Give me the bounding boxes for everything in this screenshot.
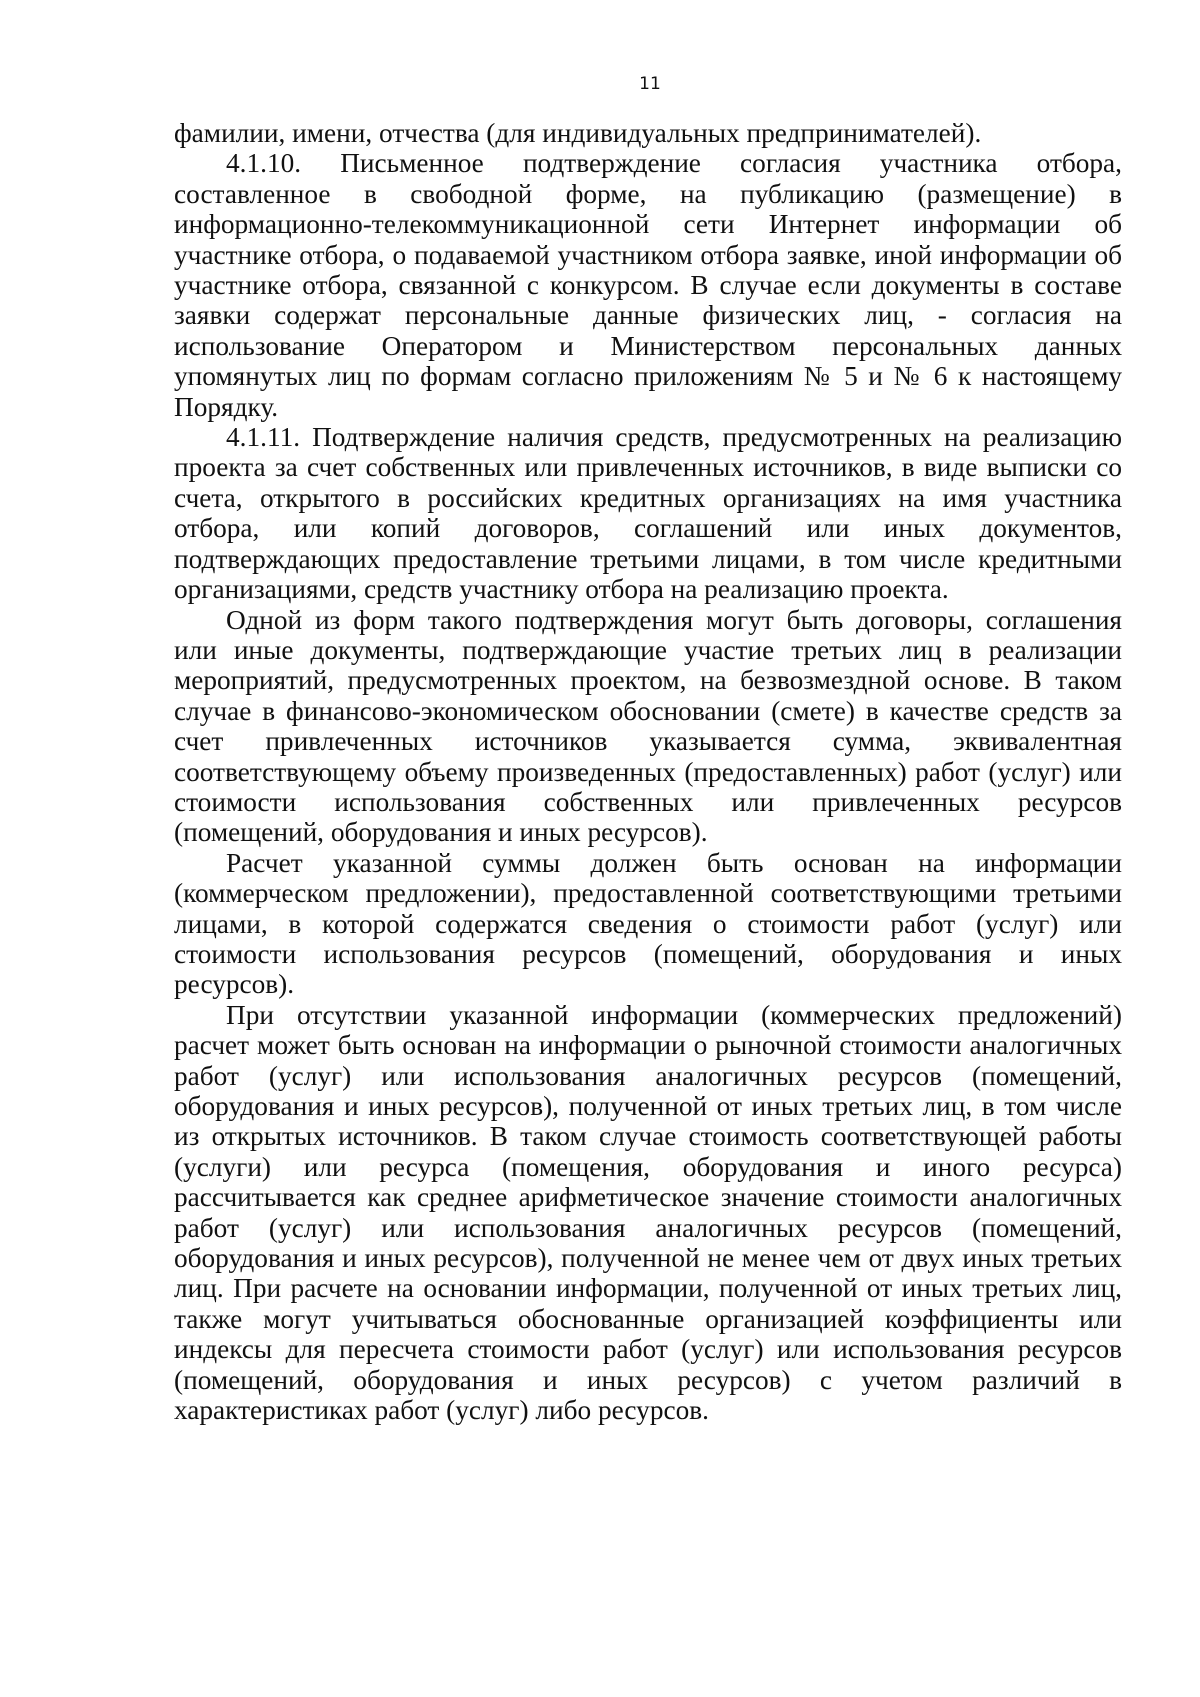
- paragraph-market-price-calculation: При отсутствии указанной информации (коммерческих предложений) расчет может быть основан на информации о рыночной стоимости аналогичных работ (услуг) или использования аналогичных ресурсов (помещений, оборудования и иных ресурсов), полученной от иных третьих лиц, в том числе из открытых источников. В таком случае стоимость соответствующей работы (услуги) или ресурса (помещения, оборудования и иного ресурса) рассчитывается как среднее арифметическое значение стоимости аналогичных работ (услуг) или использования аналогичных ресурсов (помещений, оборудования и иных ресурсов), полученной не менее чем от двух иных третьих лиц. При расчете на основании информации, полученной от иных третьих лиц, также могут учитываться обоснованные организацией коэффициенты или индексы для пересчета стоимости работ (услуг) или использования ресурсов (помещений, оборудования и иных ресурсов) с учетом различий в характеристиках работ (услуг) либо ресурсов.: [174, 999, 1122, 1426]
- paragraph-calculation-basis: Расчет указанной суммы должен быть основан на информации (коммерческом предложении), предоставленной соответствующими третьими лицами, в которой содержатся сведения о стоимости работ (услуг) или стоимости использования ресурсов (помещений, оборудования и иных ресурсов).: [174, 847, 1122, 1000]
- paragraph-continuation: фамилии, имени, отчества (для индивидуальных предпринимателей).: [174, 118, 982, 148]
- paragraph-confirmation-forms: Одной из форм такого подтверждения могут быть договоры, соглашения или иные документы, подтверждающие участие третьих лиц в реализации мероприятий, предусмотренных проектом, на безвозмездной основе. В таком случае в финансово-экономическом обосновании (смете) в качестве средств за счет привлеченных источников указывается сумма, эквивалентная соответствующему объему произведенных (предоставленных) работ (услуг) или стоимости использования собственных или привлеченных ресурсов (помещений, оборудования и иных ресурсов).: [174, 604, 1122, 848]
- paragraph-4-1-10: 4.1.10. Письменное подтверждение согласия участника отбора, составленное в свободной форме, на публикацию (размещение) в информационно-телекоммуникационной сети Интернет информации об участнике отбора, о подаваемой участником отбора заявке, иной информации об участнике отбора, связанной с конкурсом. В случае если документы в составе заявки содержат персональные данные физических лиц, - согласия на использование Оператором и Министерством персональных данных упомянутых лиц по формам согласно приложениям № 5 и № 6 к настоящему Порядку.: [174, 148, 1122, 422]
- document-body: [174, 118, 1122, 1425]
- paragraph-4-1-11: 4.1.11. Подтверждение наличия средств, предусмотренных на реализацию проекта за счет собственных или привлеченных источников, в виде выписки со счета, открытого в российских кредитных организациях на имя участника отбора, или копий договоров, соглашений или иных документов, подтверждающих предоставление третьими лицами, в том числе кредитными организациями, средств участнику отбора на реализацию проекта.: [174, 422, 1122, 605]
- page-number: 11: [639, 74, 661, 94]
